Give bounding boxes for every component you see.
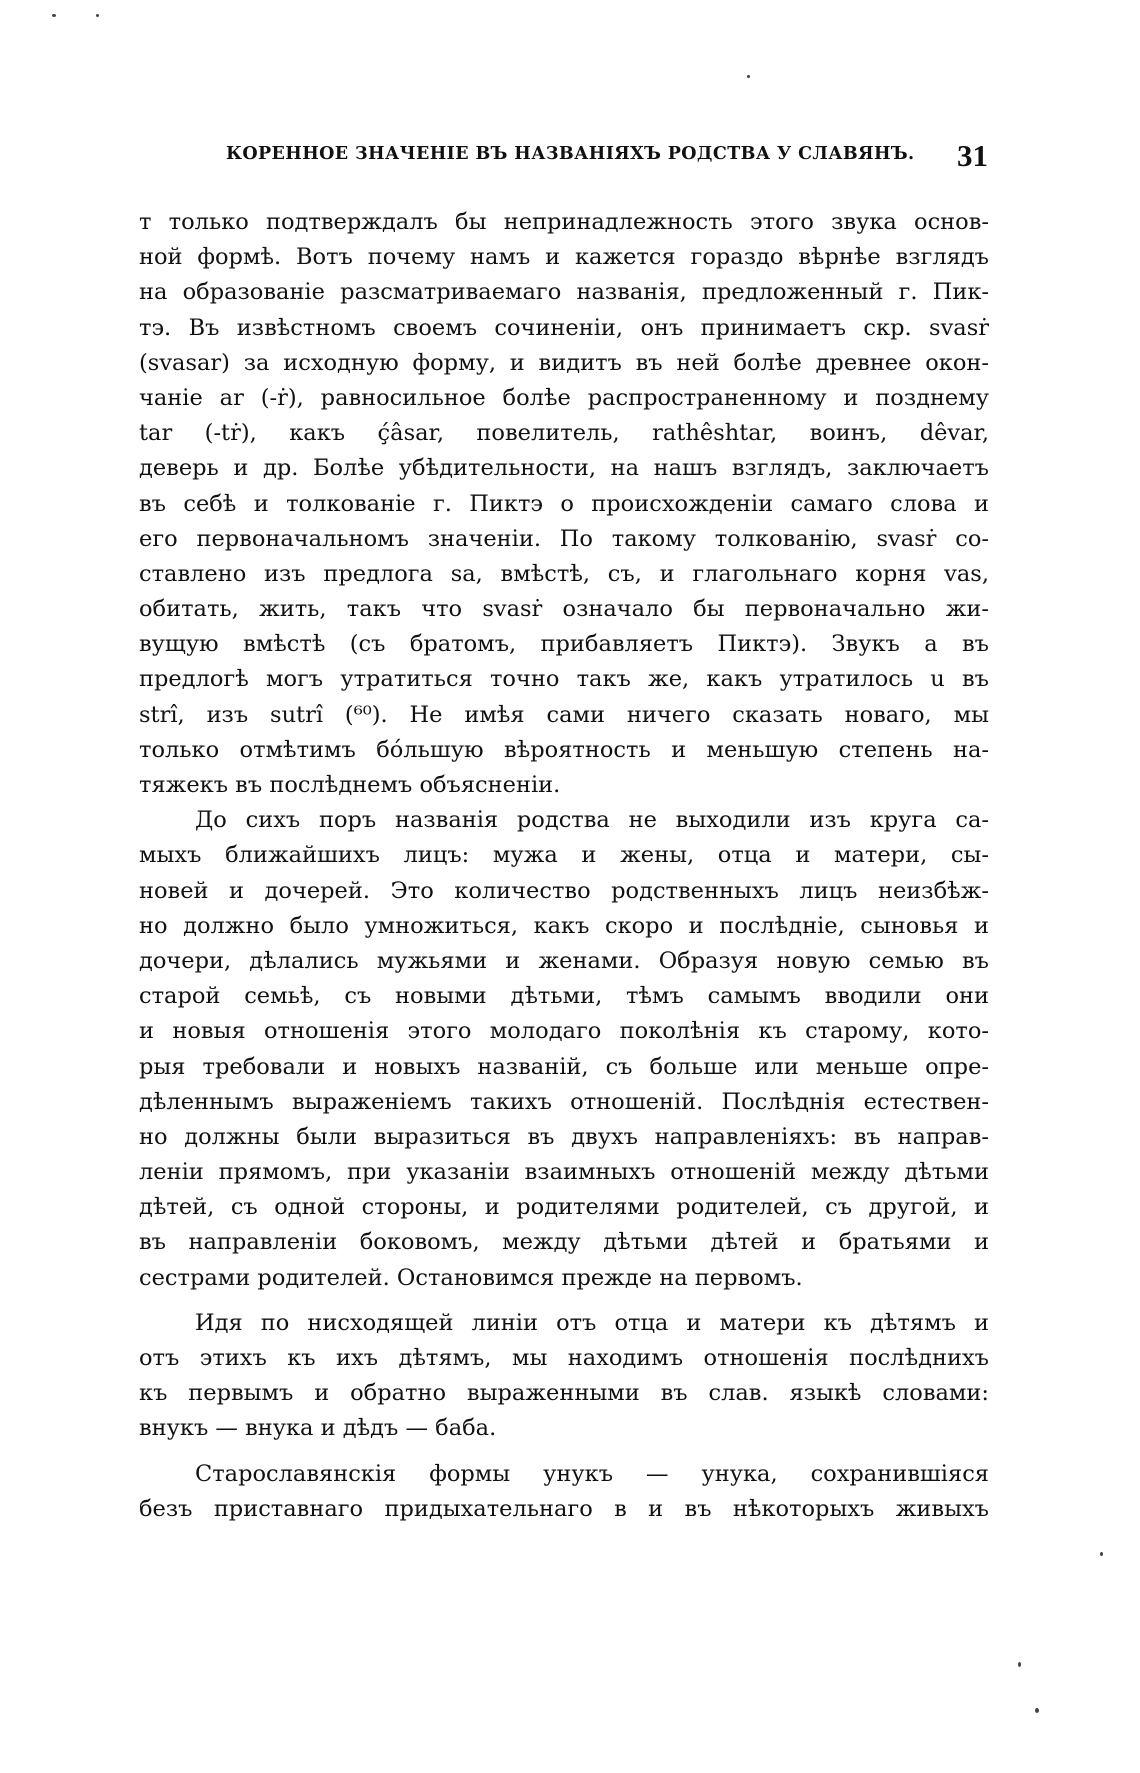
text-line: дѣленнымъ выраженіемъ такихъ отношеній. Послѣднія естествен- xyxy=(139,1088,989,1115)
text-line: старой семьѣ, съ новыми дѣтьми, тѣмъ самымъ вводили они xyxy=(139,983,989,1010)
scan-speck xyxy=(1100,1552,1103,1556)
text-line: въ направленіи боковомъ, между дѣтьми дѣтей и братьями и xyxy=(139,1229,989,1256)
text-line: ной формѣ. Вотъ почему намъ и кажется гораздо вѣрнѣе взглядъ xyxy=(139,244,989,271)
body-text xyxy=(139,205,989,1527)
text-line: но должны были выразиться въ двухъ направленіяхъ: въ направ- xyxy=(139,1123,989,1150)
text-line: и новыя отношенія этого молодаго поколѣнія къ старому, кото- xyxy=(139,1018,989,1045)
text-line: на образованіе разсматриваемаго названія, предложенный г. Пик- xyxy=(139,279,989,306)
text-line: т только подтверждалъ бы непринадлежность этого звука основ- xyxy=(139,209,989,235)
paragraph-gap xyxy=(139,1447,989,1457)
text-line: Старославянскія формы унукъ — унука, сохранившіяся xyxy=(195,1460,989,1487)
scan-speck xyxy=(96,14,99,17)
text-line: тэ. Въ извѣстномъ своемъ сочиненіи, онъ принимаетъ скр. svasṙ xyxy=(139,314,989,341)
scan-speck xyxy=(1018,1662,1021,1667)
text-line: тяжекъ въ послѣднемъ объясненіи. xyxy=(139,772,561,798)
page-number: 31 xyxy=(957,138,988,173)
running-title: КОРЕННОЕ ЗНАЧЕНІЕ ВЪ НАЗВАНІЯХЪ РОДСТВА У СЛАВЯНЪ. xyxy=(226,144,915,164)
text-line: къ первымъ и обратно выраженными въ слав. языкѣ словами: xyxy=(139,1380,989,1407)
text-line: вущую вмѣстѣ (съ братомъ, прибавляетъ Пиктэ). Звукъ a въ xyxy=(139,631,989,658)
scan-speck xyxy=(747,75,750,78)
text-line: предлогѣ могъ утратиться точно такъ же, какъ утратилось u въ xyxy=(139,666,989,693)
text-line: До сихъ поръ названія родства не выходили изъ круга са- xyxy=(195,807,989,834)
scan-speck xyxy=(52,14,56,17)
text-line: дочери, дѣлались мужьями и женами. Образуя новую семью въ xyxy=(139,947,989,974)
text-line: его первоначальномъ значеніи. По такому толкованію, svasṙ со- xyxy=(139,525,989,552)
text-line: чаніе ar (-ṙ), равносильное болѣе распространенному и позднему xyxy=(139,384,989,411)
text-line: мыхъ ближайшихъ лицъ: мужа и жены, отца и матери, сы- xyxy=(139,842,989,869)
text-line: деверь и др. Болѣе убѣдительности, на нашъ взглядъ, заключаетъ xyxy=(139,455,989,482)
text-line: отъ этихъ къ ихъ дѣтямъ, мы находимъ отношенія послѣднихъ xyxy=(139,1345,989,1371)
text-line: strî, изъ sutrî (⁶⁰). Не имѣя сами ничего сказать новаго, мы xyxy=(139,701,989,728)
text-line: новей и дочерей. Это количество родственныхъ лицъ неизбѣж- xyxy=(139,877,989,904)
text-line: безъ приставнаго придыхательнаго в и въ нѣкоторыхъ живыхъ xyxy=(139,1495,989,1522)
text-line: внукъ — внука и дѣдъ — баба. xyxy=(139,1415,497,1442)
text-line: tar (-tṙ), какъ ḉâsar, повелитель, rathêshtar, воинъ, dêvar, xyxy=(139,420,989,447)
text-line: рыя требовали и новыхъ названій, съ больше или меньше опре- xyxy=(139,1053,989,1080)
paragraph-gap xyxy=(139,1296,989,1306)
running-head xyxy=(226,138,988,178)
text-line: только отмѣтимъ бо́льшую вѣроятность и меньшую степень на- xyxy=(139,736,989,763)
text-line: Идя по нисходящей линіи отъ отца и матери къ дѣтямъ и xyxy=(195,1309,989,1336)
text-line: (svasar) за исходную форму, и видитъ въ ней болѣе древнее окон- xyxy=(139,349,989,376)
text-line: ставлено изъ предлога sa, вмѣстѣ, съ, и глагольнаго корня vas, xyxy=(139,560,989,587)
text-line: леніи прямомъ, при указаніи взаимныхъ отношеній между дѣтьми xyxy=(139,1159,989,1186)
text-line: сестрами родителей. Остановимся прежде на первомъ. xyxy=(139,1264,803,1291)
scan-speck xyxy=(1035,1708,1039,1713)
text-line: дѣтей, съ одной стороны, и родителями родителей, съ другой, и xyxy=(139,1194,989,1221)
text-line: обитать, жить, такъ что svasṙ означало бы первоначально жи- xyxy=(139,596,989,623)
text-line: въ себѣ и толкованіе г. Пиктэ о происхожденіи самаго слова и xyxy=(139,490,989,517)
text-line: но должно было умножиться, какъ скоро и послѣдніе, сыновья и xyxy=(139,912,989,939)
